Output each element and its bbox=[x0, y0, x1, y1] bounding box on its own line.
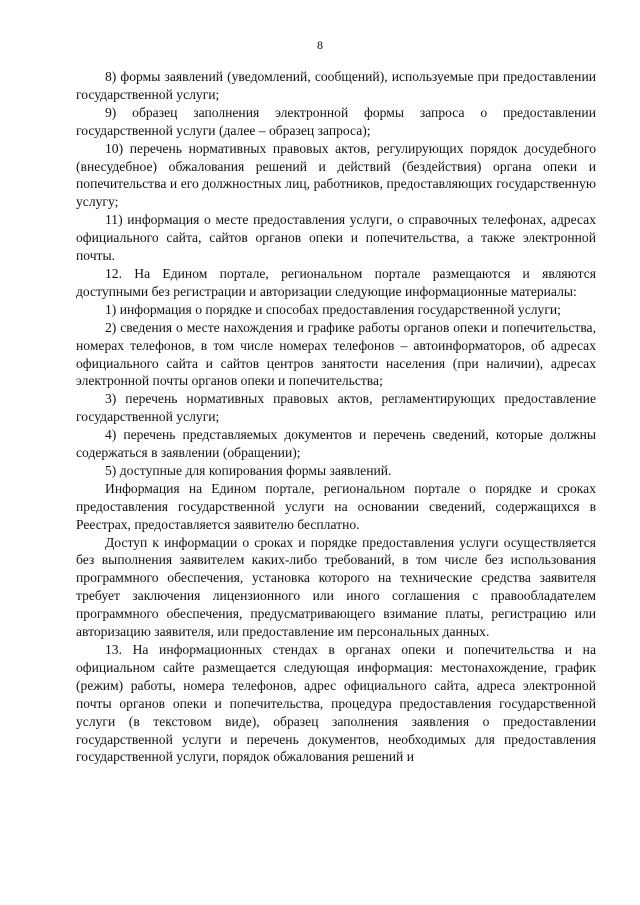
paragraph-item-10: 10) перечень нормативных правовых актов, регулирующих порядок досудебного (внесудебное) обжалования решений и действий (бездействия) органа опеки и попечительства и его должностных лиц, работников, предоставляющих государственную услугу; bbox=[76, 140, 596, 210]
paragraph-item-8: 8) формы заявлений (уведомлений, сообщений), используемые при предоставлении государственной услуги; bbox=[76, 69, 596, 102]
page-number: 8 bbox=[317, 38, 323, 52]
paragraph-subitem-1: 1) информация о порядке и способах предоставления государственной услуги; bbox=[105, 301, 561, 317]
paragraph-subitem-4: 4) перечень представляемых документов и перечень сведений, которые должны содержаться в заявлении (обращении); bbox=[76, 427, 596, 461]
paragraph-subitem-5: 5) доступные для копирования формы заявлений. bbox=[105, 462, 392, 478]
document-body bbox=[76, 68, 596, 766]
paragraph-clause-12: 12. На Едином портале, региональном портале размещаются и являются доступными без регистрации и авторизации следующие информационные материалы: bbox=[76, 265, 596, 299]
paragraph-access: Доступ к информации о сроках и порядке предоставления услуги осуществляется без выполнения заявителем каких-либо требований, в том числе без использования программного обеспечения, установка которого на технические средства заявителя требует заключения лицензионного или иного соглашения с правообладателем программного обеспечения, предусматривающего взимание платы, регистрацию или авторизацию заявителя, или предоставление им персональных данных. bbox=[76, 534, 596, 640]
paragraph-clause-13: 13. На информационных стендах в органах опеки и попечительства и на официальном сайте размещается следующая информация: местонахождение, график (режим) работы, номера телефонов, адрес официального сайта, адреса электронной почты органов опеки и попечительства, процедура предоставления государственной услуги (в текстовом виде), образец заполнения заявления о предоставлении государственной услуги и перечень документов, необходимых для предоставления государственной услуги, порядок обжалования решений и bbox=[76, 642, 596, 765]
paragraph-subitem-3: 3) перечень нормативных правовых актов, регламентирующих предоставление государственной услуги; bbox=[76, 391, 596, 425]
paragraph-info-free: Информация на Едином портале, региональном портале о порядке и сроках предоставления государственной услуги на основании сведений, содержащихся в Реестрах, предоставляется заявителю бесплатно. bbox=[76, 480, 596, 532]
paragraph-subitem-2: 2) сведения о месте нахождения и графике работы органов опеки и попечительства, номерах телефонов, в том числе номерах телефонов – автоинформаторов, об адресах официального сайта и сайтов центров занятости населения (при наличии), адресах электронной почты органов опеки и попечительства; bbox=[76, 319, 596, 389]
paragraph-item-9: 9) образец заполнения электронной формы запроса о предоставлении государственной услуги (далее – образец запроса); bbox=[76, 104, 596, 138]
paragraph-item-11: 11) информация о месте предоставления услуги, о справочных телефонах, адресах официального сайта, сайтов органов опеки и попечительства, а также электронной почты. bbox=[76, 212, 596, 264]
